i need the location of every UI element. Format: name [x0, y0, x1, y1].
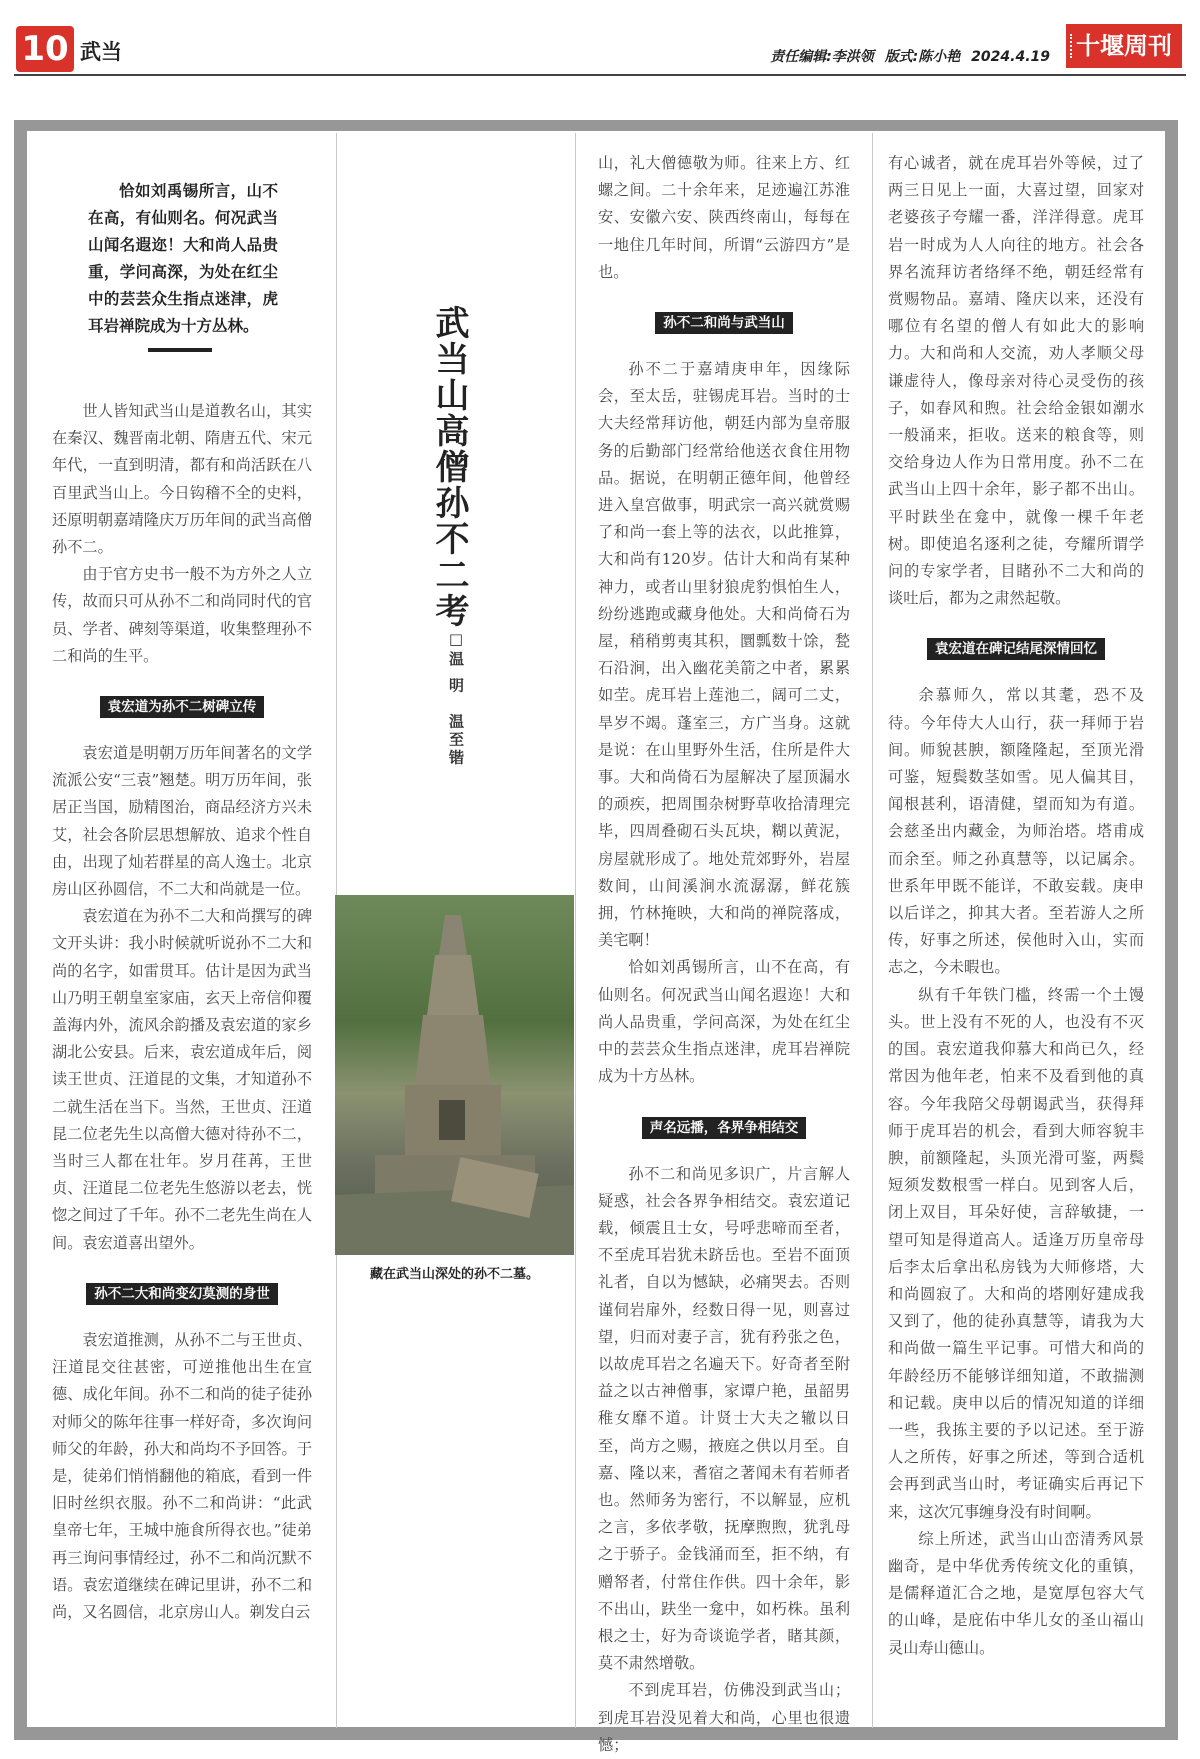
column-3	[888, 150, 1144, 1662]
section-name: 武当	[80, 40, 122, 64]
photo-caption: 藏在武当山深处的孙不二墓。	[369, 1267, 539, 1282]
subheading: 孙不二和尚与武当山	[655, 312, 793, 334]
paragraph: 纵有千年铁门槛，终需一个土馒头。世上没有不死的人，也没有不灭的国。袁宏道我仰慕大和尚已久，经常因为他年老，怕来不及看到他的真容。今年我陪父母朝谒武当，获得拜师于虎耳岩的机会，看到大师容貌丰腴，前额隆起，头顶光滑可鉴，两鬓短须发数根雪一样白。见到客人后，闭上双目，耳朵好使，言辞敏捷，一望可知是得道高人。适逢万历皇帝母后李太后拿出私房钱为大师修塔，大和尚圆寂了。大和尚的塔刚好建成我又到了，他的徒孙真慧等，请我为大和尚做一篇生平记事。可惜大和尚的年龄经历不能够详细知道，不敢揣测和记载。庚申以后的情况知道的详细一些，我拣主要的予以记述。至于游人之所传，好事之所述，等到合适机会再到武当山时，考证确实后再记下来，这次冗事缠身没有时间啊。	[888, 985, 1144, 1521]
subheading: 声名远播，各界争相结交	[642, 1117, 807, 1139]
column-divider	[575, 133, 576, 1728]
subheading: 孙不二大和尚变幻莫测的身世	[86, 1283, 278, 1305]
paragraph: 孙不二和尚见多识广，片言解人疑惑，社会各界争相结交。袁宏道记载，倾震且士女，号呼悲啼而至者，不至虎耳岩犹未跻岳也。至岩不面顶礼者，自以为憾缺，必痛哭去。否则谨伺岩扉外，经数日得一见，则喜过望，归而对妻子言，犹有矜张之色，以故虎耳岩之名遍天下。好奇者至附益之以古神僧事，家谭户艳，虽韶男稚女靡不道。计贤士大夫之辙以日至，尚方之赐，掖庭之供以月至。自嘉、隆以来，耆宿之著闻未有若师者也。然师务为密行，不以解显，应机之言，多依孝敬，抚摩煦煦，犹乳母之于骄子。金钱涌而至，拒不纳，有赠帑者，付常住作供。四十余年，影不出山，趺坐一龛中，如朽株。虽利根之士，好为奇谈诡学者，睹其颜，莫不肃然增敬。	[598, 1164, 850, 1673]
column-2	[598, 150, 850, 1759]
column-1	[52, 398, 312, 1626]
paragraph: 不到虎耳岩，仿佛没到武当山；到虎耳岩没见着大和尚，心里也很遗憾；	[598, 1681, 850, 1754]
layout-credit: 版式:陈小艳	[884, 49, 961, 65]
subheading: 袁宏道在碑记结尾深情回忆	[927, 638, 1105, 660]
paragraph: 综上所述，武当山山峦清秀风景幽奇，是中华优秀传统文化的重镇，是儒释道汇合之地，是宽厚包容大气的山峰，是庇佑中华儿女的圣山福山灵山寿山德山。	[888, 1529, 1144, 1657]
article-title: 武当山高僧孙不二考	[429, 305, 469, 629]
paragraph: 由于官方史书一般不为方外之人立传，故而只可从孙不二和尚同时代的官员、学者、碑刻等渠道，收集整理孙不二和尚的生平。	[52, 565, 312, 665]
paragraph: 袁宏道是明朝万历年间著名的文学流派公安“三袁”翘楚。明万历年间，张居正当国，励精图治，商品经济方兴未艾，社会各阶层思想解放、追求个性自由，出现了灿若群星的高人逸士。北京房山区孙圆信，不二大和尚就是一位。	[52, 744, 312, 899]
page-number: 10	[16, 26, 74, 72]
paragraph: 袁宏道在为孙不二大和尚撰写的碑文开头讲：我小时候就听说孙不二大和尚的名字，如雷贯耳。估计是因为武当山乃明王朝皇室家庙，玄天上帝信仰覆盖海内外，流风余韵播及袁宏道的家乡湖北公安县。后来，袁宏道成年后，阅读王世贞、汪道昆的文集，才知道孙不二就生活在当下。当然，王世贞、汪道昆二位老先生以高僧大德对待孙不二，当时三人都在壮年。岁月荏苒，王世贞、汪道昆二位老先生悠游以老去，恍惚之间过了千年。孙不二老先生尚在人间。袁宏道喜出望外。	[52, 907, 312, 1252]
issue-date: 2024.4.19	[971, 49, 1050, 65]
stone-pagoda-icon	[335, 895, 574, 1255]
column-divider	[872, 133, 873, 1728]
paragraph: 余慕师久，常以其耄，恐不及待。今年侍大人山行，获一拜师于岩间。师貌甚腴，额隆隆起，至顶光滑可鉴，短鬓数茎如雪。见人偏其目，闻根甚利，语清健，望而知为有道。会慈圣出内藏金，为师治塔。塔甫成而余至。师之孙真慧等，以记属余。世系年甲既不能详，不敢妄载。庚申以后详之，抑其大者。至若游人之所传，好事之所述，侯他时入山，实而志之，今未暇也。	[888, 686, 1144, 977]
credits	[764, 46, 1050, 66]
page-header	[0, 0, 1200, 80]
article-photo	[335, 895, 574, 1255]
article-author: □温 明 温至锴	[447, 630, 465, 768]
paragraph: 恰如刘禹锡所言，山不在高，有仙则名。何况武当山闻名遐迩！大和尚人品贵重，学问高深，为处在红尘中的芸芸众生指点迷津，虎耳岩禅院成为十方丛林。	[598, 958, 850, 1086]
paragraph: 世人皆知武当山是道教名山，其实在秦汉、魏晋南北朝、隋唐五代、宋元年代，一直到明清，都有和尚活跃在八百里武当山上。今日钩稽不全的史料，还原明朝嘉靖隆庆万历年间的武当高僧孙不二。	[52, 402, 312, 557]
editor-credit: 责任编辑:李洪领	[770, 49, 874, 65]
subheading: 袁宏道为孙不二树碑立传	[100, 696, 265, 718]
brand-dots-icon	[1070, 34, 1078, 58]
paragraph: 孙不二于嘉靖庚申年，因缘际会，至太岳，驻锡虎耳岩。当时的士大夫经常拜访他，朝廷内部为皇帝服务的后勤部门经常给他送衣食住用物品。据说，在明朝正德年间，他曾经进入皇宫做事，明武宗一高兴就赏赐了和尚一套上等的法衣，以此推算，大和尚有120岁。估计大和尚有某种神力，或者山里豺狼虎豹惧怕生人，纷纷逃跑或藏身他处。大和尚倚石为屋，稍稍剪夷其积，圜瓢数十馀，甃石沿涧，出入幽花美箭之中者，累累如茔。虎耳岩上莲池二，阔可二丈，旱岁不竭。蓬室三，方广当身。这就是说：在山里野外生活，住所是件大事。大和尚倚石为屋解决了屋顶漏水的顽疾，把周围杂树野草收拾清理完毕，四周叠砌石头瓦块，糊以黄泥，房屋就形成了。地处荒郊野外，岩屋数间，山间溪涧水流潺潺，鲜花簇拥，竹林掩映，大和尚的禅院落成，美宅啊！	[598, 360, 850, 950]
header-rule	[14, 74, 1186, 76]
paragraph: 山，礼大僧德敬为师。往来上方、红螺之间。二十余年来，足迹遍江苏淮安、安徽六安、陕西终南山，每每在一地住几年时间，所谓“云游四方”是也。	[598, 154, 850, 281]
lead-text: 恰如刘禹锡所言，山不在高，有仙则名。何况武当山闻名遐迩！大和尚人品贵重，学问高深，为处在红尘中的芸芸众生指点迷津，虎耳岩禅院成为十方丛林。	[88, 181, 278, 335]
lead-paragraph	[88, 177, 278, 339]
brand-name: 十堰周刊	[1076, 32, 1172, 60]
paragraph: 袁宏道推测，从孙不二与王世贞、汪道昆交往甚密，可逆推他出生在宣德、成化年间。孙不二和尚的徒子徒孙对师父的陈年往事一样好奇，多次询问师父的年龄，孙大和尚均不予回答。于是，徒弟们悄悄翻他的箱底，看到一件旧时丝织衣服。孙不二和尚讲：“此武皇帝七年，王城中施食所得衣也。”徒弟再三询问事情经过，孙不二和尚沉默不语。袁宏道继续在碑记里讲，孙不二和尚，又名圆信，北京房山人。剃发白云	[52, 1330, 312, 1621]
lead-divider	[148, 348, 212, 352]
brand-logo	[1066, 24, 1182, 68]
paragraph: 有心诚者，就在虎耳岩外等候，过了两三日见上一面，大喜过望，回家对老婆孩子夸耀一番，洋洋得意。虎耳岩一时成为人人向往的地方。社会各界名流拜访者络绎不绝，朝廷经常有赏赐物品。嘉靖、隆庆以来，还没有哪位有名望的僧人有如此大的影响力。大和尚和人交流，劝人孝顺父母谦虚待人，像母亲对待心灵受伤的孩子，如春风和煦。社会给金银如潮水一般涌来，拒收。送来的粮食等，则交给身边人作为日常用度。孙不二在武当山上四十余年，影子都不出山。平时趺坐在龛中，就像一棵千年老树。即使追名逐利之徒，夸耀所谓学问的专家学者，目睹孙不二大和尚的谈吐后，都为之肃然起敬。	[888, 154, 1144, 608]
